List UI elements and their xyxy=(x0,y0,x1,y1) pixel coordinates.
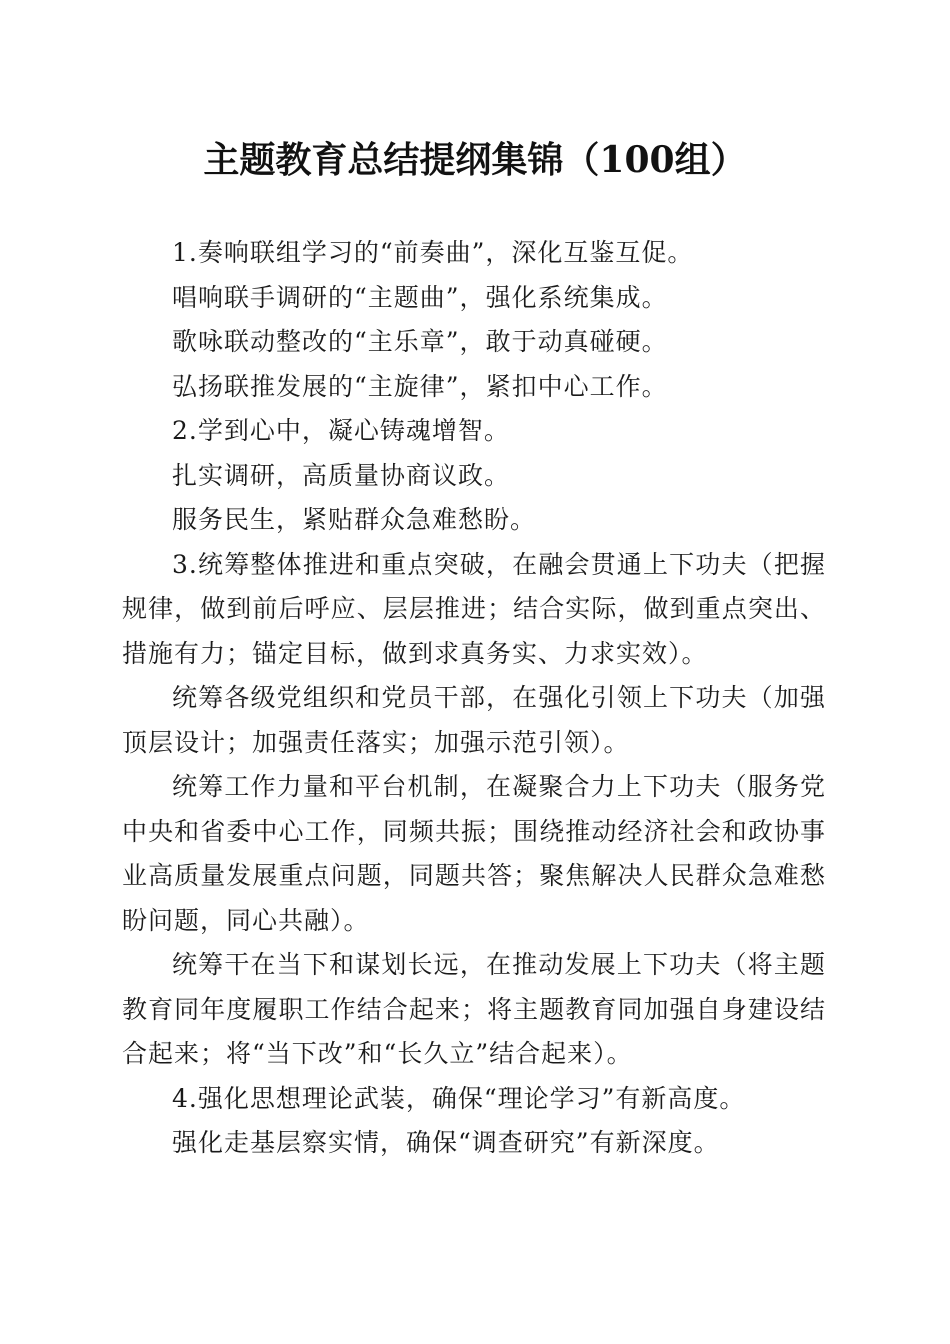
document-title: 主题教育总结提纲集锦（100组） xyxy=(203,139,747,181)
paragraph: 统筹干在当下和谋划长远，在推动发展上下功夫（将主题教育同年度履职工作结合起来；将主题教育同加强自身建设结合起来；将“当下改”和“长久立”结合起来）。 xyxy=(122,950,826,1068)
paragraph: 3.统筹整体推进和重点突破，在融会贯通上下功夫（把握规律，做到前后呼应、层层推进；结合实际，做到重点突出、措施有力；锚定目标，做到求真务实、力求实效）。 xyxy=(122,549,826,668)
document-body xyxy=(122,231,826,1166)
paragraph: 弘扬联推发展的“主旋律”，紧扣中心工作。 xyxy=(172,371,668,401)
paragraph: 强化走基层察实情，确保“调查研究”有新深度。 xyxy=(172,1128,720,1157)
paragraph: 扎实调研，高质量协商议政。 xyxy=(172,460,511,490)
paragraph: 2.学到心中，凝心铸魂增智。 xyxy=(172,416,510,445)
paragraph: 服务民生，紧贴群众急难愁盼。 xyxy=(172,505,537,534)
paragraph: 歌咏联动整改的“主乐章”，敢于动真碰硬。 xyxy=(172,327,668,356)
paragraph: 1.奏响联组学习的“前奏曲”，深化互鉴互促。 xyxy=(172,238,694,267)
paragraph: 统筹各级党组织和党员干部，在强化引领上下功夫（加强顶层设计；加强责任落实；加强示范引领）。 xyxy=(122,683,826,757)
paragraph: 4.强化思想理论武装，确保“理论学习”有新高度。 xyxy=(172,1083,746,1113)
paragraph: 统筹工作力量和平台机制，在凝聚合力上下功夫（服务党中央和省委中心工作，同频共振；围绕推动经济社会和政协事业高质量发展重点问题，同题共答；聚焦解决人民群众急难愁盼问题，同心共融）。 xyxy=(122,772,826,935)
paragraph: 唱响联手调研的“主题曲”，强化系统集成。 xyxy=(172,282,668,312)
